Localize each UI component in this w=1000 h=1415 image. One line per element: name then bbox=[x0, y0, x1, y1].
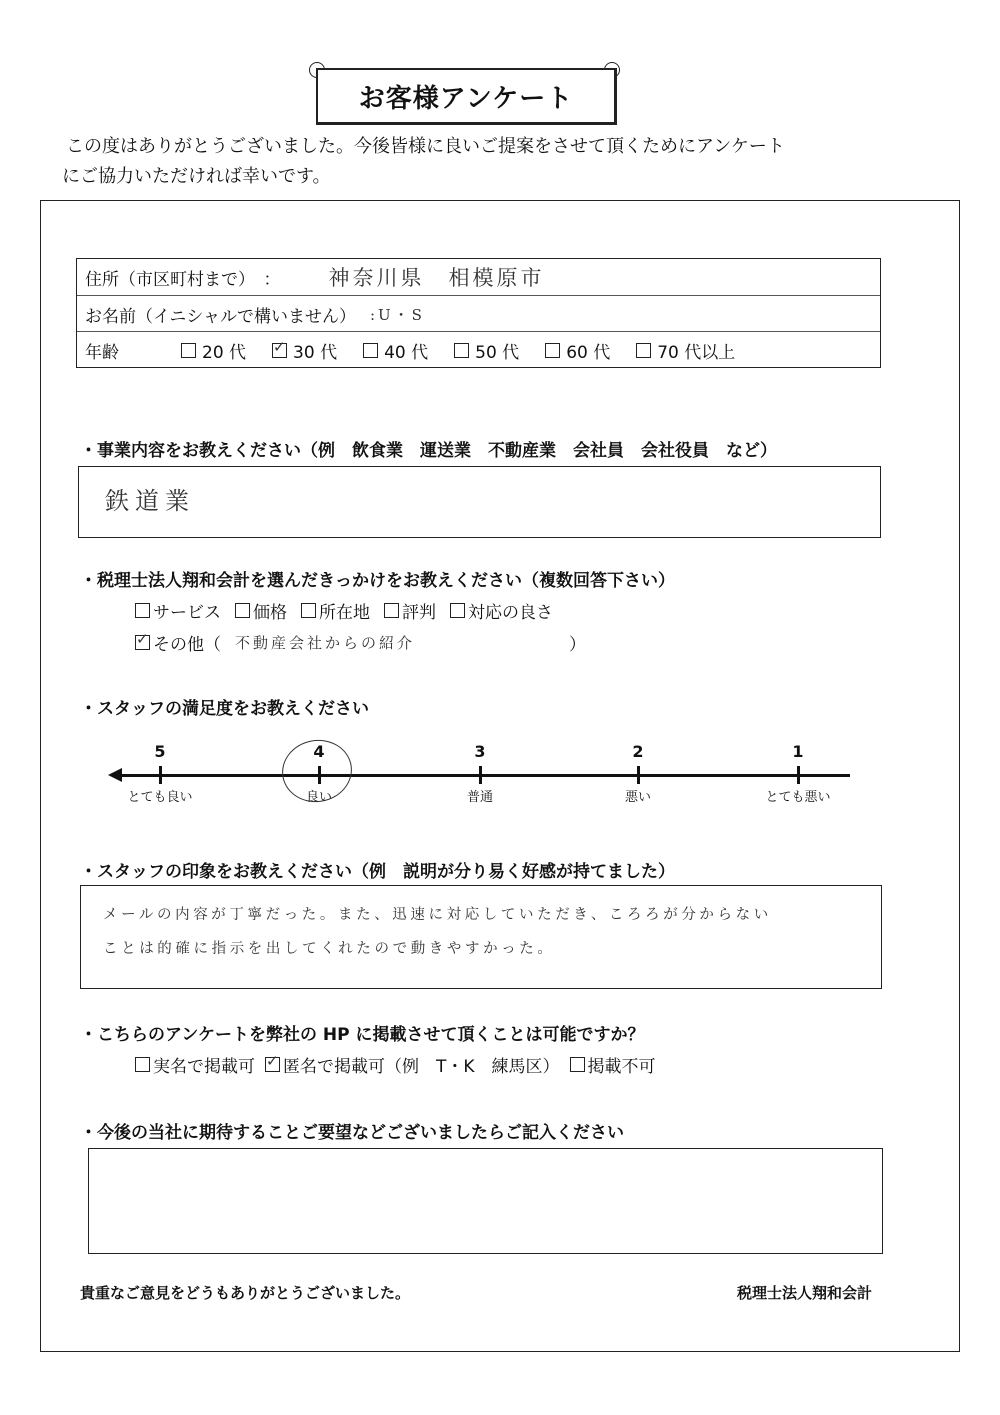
age-option[interactable] bbox=[181, 338, 246, 363]
intro-line-2: にご協力いただければ幸いです。 bbox=[62, 166, 331, 187]
reason-checkbox[interactable] bbox=[384, 603, 399, 618]
age-option-label: 50 代 bbox=[475, 342, 520, 363]
address-field[interactable]: 神奈川県 相模原市 bbox=[328, 266, 545, 290]
scale-tick bbox=[159, 766, 162, 784]
age-option-label: 30 代 bbox=[293, 342, 338, 363]
name-label: お名前（イニシャルで構いません） bbox=[85, 306, 356, 327]
scale-number[interactable]: 1 bbox=[792, 742, 804, 761]
reason-checkbox[interactable] bbox=[301, 603, 316, 618]
reason-option-label: 対応の良さ bbox=[468, 603, 553, 623]
intro-text bbox=[62, 132, 926, 192]
reason-option[interactable] bbox=[384, 598, 436, 623]
age-checkbox[interactable] bbox=[363, 343, 378, 358]
publish-option[interactable] bbox=[135, 1052, 255, 1077]
business-answer-box[interactable] bbox=[78, 466, 881, 538]
reason-checkbox[interactable] bbox=[135, 603, 150, 618]
reason-option-label: 所在地 bbox=[319, 603, 370, 623]
business-question: ・事業内容をお教えください（例 飲食業 運送業 不動産業 会社員 会社役員 など） bbox=[80, 441, 777, 461]
scale-tick bbox=[479, 766, 482, 784]
scale-label: 普通 bbox=[466, 790, 493, 805]
company-name: 税理士法人翔和会計 bbox=[736, 1284, 872, 1302]
age-option[interactable] bbox=[272, 338, 337, 363]
age-checkbox[interactable] bbox=[454, 343, 469, 358]
age-option-label: 20 代 bbox=[202, 342, 247, 363]
impression-question: ・スタッフの印象をお教えください（例 説明が分り易く好感が持てました） bbox=[80, 862, 675, 882]
impression-line-1: メールの内容が丁寧だった。また、迅速に対応していただき、ころろが分からない bbox=[103, 907, 772, 923]
publish-option-label: 掲載不可 bbox=[587, 1057, 656, 1077]
age-option-label: 60 代 bbox=[566, 342, 611, 363]
reason-other-row bbox=[135, 630, 586, 655]
address-row bbox=[77, 259, 880, 295]
publish-checkbox[interactable] bbox=[265, 1057, 280, 1072]
age-option[interactable] bbox=[545, 338, 610, 363]
publish-option[interactable] bbox=[265, 1052, 560, 1077]
publish-option-label: 実名で掲載可 bbox=[153, 1057, 255, 1077]
satisfaction-question: ・スタッフの満足度をお教えください bbox=[80, 699, 369, 719]
name-row bbox=[77, 295, 880, 332]
publish-option[interactable] bbox=[570, 1052, 656, 1077]
age-checkbox[interactable] bbox=[545, 343, 560, 358]
age-option-label: 70 代以上 bbox=[657, 342, 736, 363]
age-checkbox[interactable] bbox=[181, 343, 196, 358]
publish-question: ・こちらのアンケートを弊社の HP に掲載させて頂くことは可能ですか？ bbox=[80, 1025, 645, 1045]
publish-checkbox[interactable] bbox=[570, 1057, 585, 1072]
age-checkbox[interactable] bbox=[272, 343, 287, 358]
scale-tick bbox=[637, 766, 640, 784]
reason-question: ・税理士法人翔和会計を選んだきっかけをお教えください（複数回答下さい） bbox=[80, 571, 675, 591]
age-row bbox=[77, 331, 880, 368]
publish-options bbox=[135, 1052, 656, 1077]
impression-line-2: ことは的確に指示を出してくれたので動きやすかった。 bbox=[103, 941, 556, 957]
publish-option-label: 匿名で掲載可（例 T・K 練馬区） bbox=[283, 1057, 560, 1077]
intro-line-1: この度はありがとうございました。今後皆様に良いご提案をさせて頂くためにアンケート bbox=[66, 136, 785, 157]
scale-number[interactable]: 3 bbox=[474, 742, 486, 761]
reason-option-label: 価格 bbox=[253, 603, 287, 623]
scale-label: とても良い bbox=[127, 790, 193, 805]
reason-other-close: ） bbox=[569, 635, 586, 655]
age-options bbox=[181, 338, 761, 363]
scale-label: 悪い bbox=[624, 790, 651, 805]
scale-tick bbox=[797, 766, 800, 784]
address-label: 住所（市区町村まで） ： bbox=[85, 269, 281, 290]
age-option[interactable] bbox=[636, 338, 735, 363]
reason-checkbox[interactable] bbox=[450, 603, 465, 618]
impression-answer-box[interactable] bbox=[80, 885, 882, 989]
age-label: 年齢 bbox=[85, 342, 119, 363]
scale-number[interactable]: 2 bbox=[632, 742, 644, 761]
reason-other-checkbox[interactable] bbox=[135, 635, 150, 650]
reason-other-label: その他（ bbox=[153, 635, 221, 655]
reason-option[interactable] bbox=[135, 598, 221, 623]
reason-other-option[interactable] bbox=[135, 630, 221, 655]
thanks-text: 貴重なご意見をどうもありがとうございました。 bbox=[80, 1284, 411, 1302]
requests-answer-box[interactable] bbox=[88, 1148, 883, 1254]
age-option[interactable] bbox=[363, 338, 428, 363]
reason-option-label: 評判 bbox=[402, 603, 436, 623]
reason-option[interactable] bbox=[301, 598, 370, 623]
reason-option[interactable] bbox=[450, 598, 553, 623]
reason-options bbox=[135, 598, 553, 623]
business-answer: 鉄道業 bbox=[105, 487, 195, 515]
page-title: お客様アンケート bbox=[316, 68, 617, 125]
info-table bbox=[76, 258, 881, 368]
name-field[interactable]: :U・S bbox=[369, 305, 425, 324]
reason-option-label: サービス bbox=[153, 603, 221, 623]
reason-option[interactable] bbox=[235, 598, 287, 623]
publish-checkbox[interactable] bbox=[135, 1057, 150, 1072]
scale-label: 良い bbox=[305, 790, 332, 805]
reason-checkbox[interactable] bbox=[235, 603, 250, 618]
scale-number[interactable]: 4 bbox=[313, 742, 325, 761]
scale-number[interactable]: 5 bbox=[154, 742, 166, 761]
reason-other-field[interactable]: 不動産会社からの紹介 bbox=[235, 634, 416, 652]
age-option-label: 40 代 bbox=[384, 342, 429, 363]
age-option[interactable] bbox=[454, 338, 519, 363]
scale-label: とても悪い bbox=[765, 790, 831, 805]
satisfaction-scale-line bbox=[116, 774, 850, 777]
requests-question: ・今後の当社に期待することご要望などございましたらご記入ください bbox=[80, 1123, 624, 1143]
age-checkbox[interactable] bbox=[636, 343, 651, 358]
